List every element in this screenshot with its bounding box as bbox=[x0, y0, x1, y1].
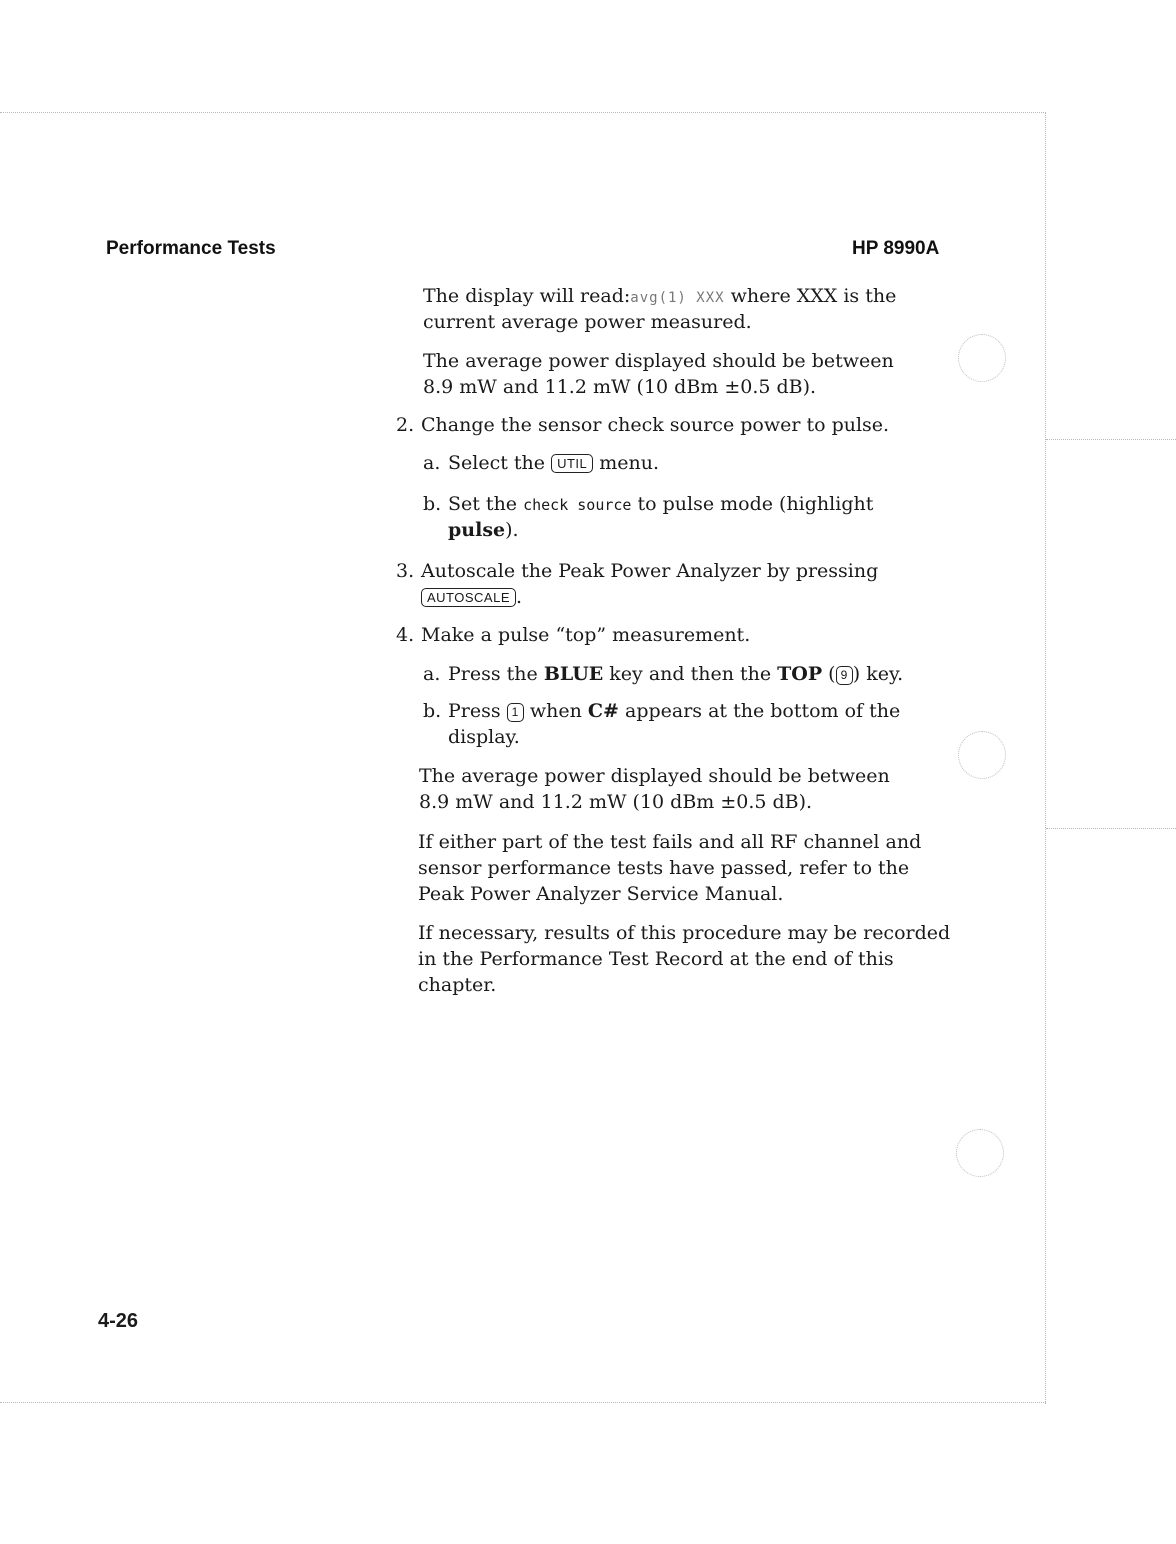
step-4a-close: ) key. bbox=[852, 663, 904, 685]
tab-edge-lower bbox=[1046, 828, 1176, 829]
top-border bbox=[0, 112, 1046, 113]
step-4a-pre: Press the bbox=[448, 663, 544, 685]
step-3-line2 bbox=[421, 584, 522, 610]
step-2b-text bbox=[448, 491, 873, 518]
average-power-para1-line2: 8.9 mW and 11.2 mW (10 dBm ±0.5 dB). bbox=[423, 376, 817, 398]
fail-para-line3: Peak Power Analyzer Service Manual. bbox=[418, 883, 784, 905]
binder-hole-top bbox=[958, 334, 1006, 382]
nine-key: 9 bbox=[836, 666, 853, 685]
right-border bbox=[1045, 112, 1046, 1404]
tab-edge-upper bbox=[1046, 439, 1176, 440]
display-prefix: The display will read: bbox=[423, 285, 631, 307]
step-2b-end: ). bbox=[505, 519, 519, 541]
step-4a-open: ( bbox=[822, 663, 836, 685]
util-key: UTIL bbox=[551, 454, 593, 473]
step-4a-letter: a. bbox=[423, 663, 441, 685]
step-4a-mid: key and then the bbox=[603, 663, 778, 685]
step-4b-line2: display. bbox=[448, 726, 520, 748]
step-2a-post: menu. bbox=[593, 452, 660, 474]
step-2-number: 2. bbox=[396, 414, 415, 436]
fail-para-line2: sensor performance tests have passed, refer to the bbox=[418, 857, 910, 879]
fail-para-line1: If either part of the test fails and all RF channel and bbox=[418, 831, 922, 853]
step-4b-post: appears at the bottom of the bbox=[618, 700, 901, 722]
display-readout-line2: current average power measured. bbox=[423, 311, 752, 333]
step-4-number: 4. bbox=[396, 624, 415, 646]
average-power-para2-line1: The average power displayed should be between bbox=[419, 765, 890, 787]
binder-hole-bottom bbox=[956, 1129, 1004, 1177]
record-para-line1: If necessary, results of this procedure may be recorded bbox=[418, 922, 951, 944]
step-2b-post: to pulse mode (highlight bbox=[631, 493, 874, 515]
one-key: 1 bbox=[507, 703, 524, 722]
step-2b-pre: Set the bbox=[448, 493, 524, 515]
pulse-keyword: pulse bbox=[448, 519, 506, 541]
check-source-code: check source bbox=[523, 496, 632, 514]
top-keyword: TOP bbox=[777, 663, 823, 685]
step-4a-text bbox=[448, 661, 903, 687]
page-number: 4-26 bbox=[98, 1310, 139, 1332]
step-2a-letter: a. bbox=[423, 452, 441, 474]
step-3-end: . bbox=[516, 586, 523, 608]
record-para-line2: in the Performance Test Record at the end of this bbox=[418, 948, 894, 970]
section-title: Performance Tests bbox=[106, 238, 276, 259]
step-2-text: Change the sensor check source power to pulse. bbox=[421, 414, 890, 436]
model-number: HP 8990A bbox=[852, 238, 940, 259]
step-4b-mid: when bbox=[523, 700, 588, 722]
step-4-text: Make a pulse “top” measurement. bbox=[421, 624, 751, 646]
step-3-number: 3. bbox=[396, 560, 415, 582]
step-2a-pre: Select the bbox=[448, 452, 552, 474]
autoscale-key: AUTOSCALE bbox=[421, 588, 516, 607]
record-para-line3: chapter. bbox=[418, 974, 497, 996]
c-sharp-keyword: C# bbox=[587, 700, 619, 722]
average-power-para1-line1: The average power displayed should be between bbox=[423, 350, 894, 372]
binder-hole-middle bbox=[958, 731, 1006, 779]
average-power-para2-line2: 8.9 mW and 11.2 mW (10 dBm ±0.5 dB). bbox=[419, 791, 813, 813]
bottom-border bbox=[0, 1402, 1046, 1403]
step-4b-letter: b. bbox=[423, 700, 442, 722]
step-4b-text bbox=[448, 698, 900, 724]
step-3-text: Autoscale the Peak Power Analyzer by pressing bbox=[421, 560, 879, 582]
display-readout: avg(1) XXX bbox=[630, 290, 725, 306]
step-2b-letter: b. bbox=[423, 493, 442, 515]
step-4b-pre: Press bbox=[448, 700, 507, 722]
display-suffix: where XXX is the bbox=[724, 285, 897, 307]
display-readout-line1 bbox=[423, 283, 896, 311]
step-2b-line2 bbox=[448, 517, 519, 543]
step-2a-text bbox=[448, 450, 659, 476]
blue-keyword: BLUE bbox=[543, 663, 604, 685]
